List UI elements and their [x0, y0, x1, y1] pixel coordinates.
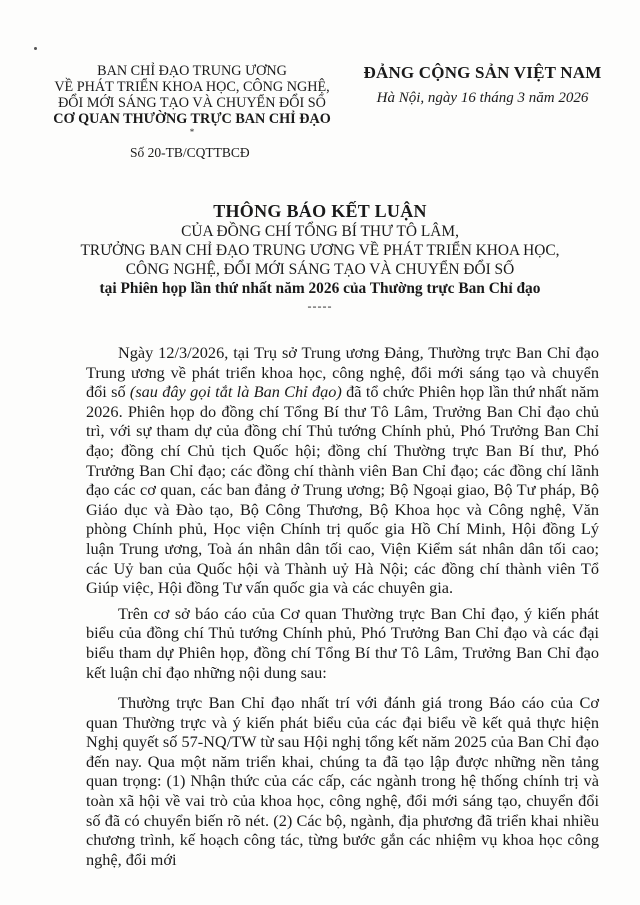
document-title-block: [40, 200, 600, 313]
paragraph-1: [86, 343, 599, 598]
title-line-2: TRƯỞNG BAN CHỈ ĐẠO TRUNG ƯƠNG VỀ PHÁT TRIỂN KHOA HỌC,: [80, 242, 560, 259]
paragraph-3: Thường trực Ban Chỉ đạo nhất trí với đánh giá trong Báo cáo của Cơ quan Thường trực và ý kiến phát biểu của các đại biểu về kết quả thực hiện Nghị quyết số 57-NQ/TW từ sau Hội nghị tổng kết năm 2025 của Ban Chỉ đạo đến nay. Qua một năm triển khai, chúng ta đã tạo lập được những nền tảng quan trọng: (1) Nhận thức của các cấp, các ngành trong hệ thống chính trị và toàn xã hội về vai trò của khoa học, công nghệ, đổi mới sáng tạo, chuyển đổi số đã có chuyển biến rõ nét. (2) Các bộ, ngành, địa phương đã triển khai nhiều chương trình, kế hoạch công tác, từng bước gắn các nhiệm vụ khoa học công nghệ, đổi mới: [86, 693, 599, 869]
paragraph-1-italic: (sau đây gọi tắt là Ban Chỉ đạo): [129, 382, 342, 402]
paragraph-2: Trên cơ sở báo cáo của Cơ quan Thường trực Ban Chỉ đạo, ý kiến phát biểu của đồng chí Thủ tướng Chính phủ, Phó Trưởng Ban Chỉ đạo và các đại biểu tham dự Phiên họp, đồng chí Tổng Bí thư Tô Lâm, Trưởng Ban Chỉ đạo kết luận chỉ đạo những nội dung sau:: [86, 603, 599, 682]
paragraph-1-start: Ngày 12/3/2026, tại Trụ sở Trung ương Đảng, Thường trực Ban Chỉ đạo Trung ương về phát triển khoa học, công nghệ, đổi mới sáng tạo và chuyển đổi số: [86, 343, 599, 402]
document-body: [86, 343, 599, 869]
org-name-line-3: ĐỔI MỚI SÁNG TẠO VÀ CHUYỂN ĐỔI SỐ: [58, 95, 326, 111]
document-number: Số 20-TB/CQTTBCĐ: [130, 145, 250, 160]
place-and-date: Hà Nội, ngày 16 tháng 3 năm 2026: [376, 90, 589, 106]
star-mark: *: [189, 127, 195, 137]
title-line-3: CÔNG NGHỆ, ĐỔI MỚI SÁNG TẠO VÀ CHUYỂN ĐỔI SỐ: [125, 261, 515, 278]
org-name-line-1: BAN CHỈ ĐẠO TRUNG ƯƠNG: [97, 63, 287, 79]
org-name-line-2: VỀ PHÁT TRIỂN KHOA HỌC, CÔNG NGHỆ,: [54, 79, 330, 95]
paragraph-1-rest: đã tổ chức Phiên họp lần thứ nhất năm 2026. Phiên họp do đồng chí Tổng Bí thư Tô Lâm, Trưởng Ban Chỉ đạo chủ trì, với sự tham dự của đồng chí Thủ tướng Chính phủ, Phó Trưởng Ban Chỉ đạo; đồng chí Chủ tịch Quốc hội; đồng chí Thường trực Ban Bí thư, Phó Trưởng Ban Chỉ đạo; các đồng chí thành viên Ban Chỉ đạo; các đồng chí lãnh đạo các cơ quan, các ban đảng ở Trung ương; Bộ Ngoại giao, Bộ Tư pháp, Bộ Giáo dục và Đào tạo, Bộ Công Thương, Bộ Khoa học và Công nghệ, Văn phòng Chính phủ, Học viện Chính trị quốc gia Hồ Chí Minh, Hội đồng Lý luận Trung ương, Toà án nhân dân tối cao, Viện Kiểm sát nhân dân tối cao; các Uỷ ban của Quốc hội và Thành uỷ Hà Nội; các đồng chí thành viên Tổ Giúp việc, Hội đồng Tư vấn quốc gia và các chuyên gia.: [86, 382, 599, 598]
party-header: [355, 63, 610, 107]
org-name-line-4: CƠ QUAN THƯỜNG TRỰC BAN CHỈ ĐẠO: [53, 111, 331, 127]
document-title: THÔNG BÁO KẾT LUẬN: [213, 201, 427, 221]
issuing-organization: [36, 63, 348, 135]
meeting-line: tại Phiên họp lần thứ nhất năm 2026 của Thường trực Ban Chỉ đạo: [99, 280, 541, 297]
party-name: ĐẢNG CỘNG SẢN VIỆT NAM: [363, 63, 602, 82]
title-line-1: CỦA ĐỒNG CHÍ TỔNG BÍ THƯ TÔ LÂM,: [181, 223, 459, 240]
title-divider: -----: [307, 299, 333, 313]
scan-speck: [34, 47, 37, 50]
